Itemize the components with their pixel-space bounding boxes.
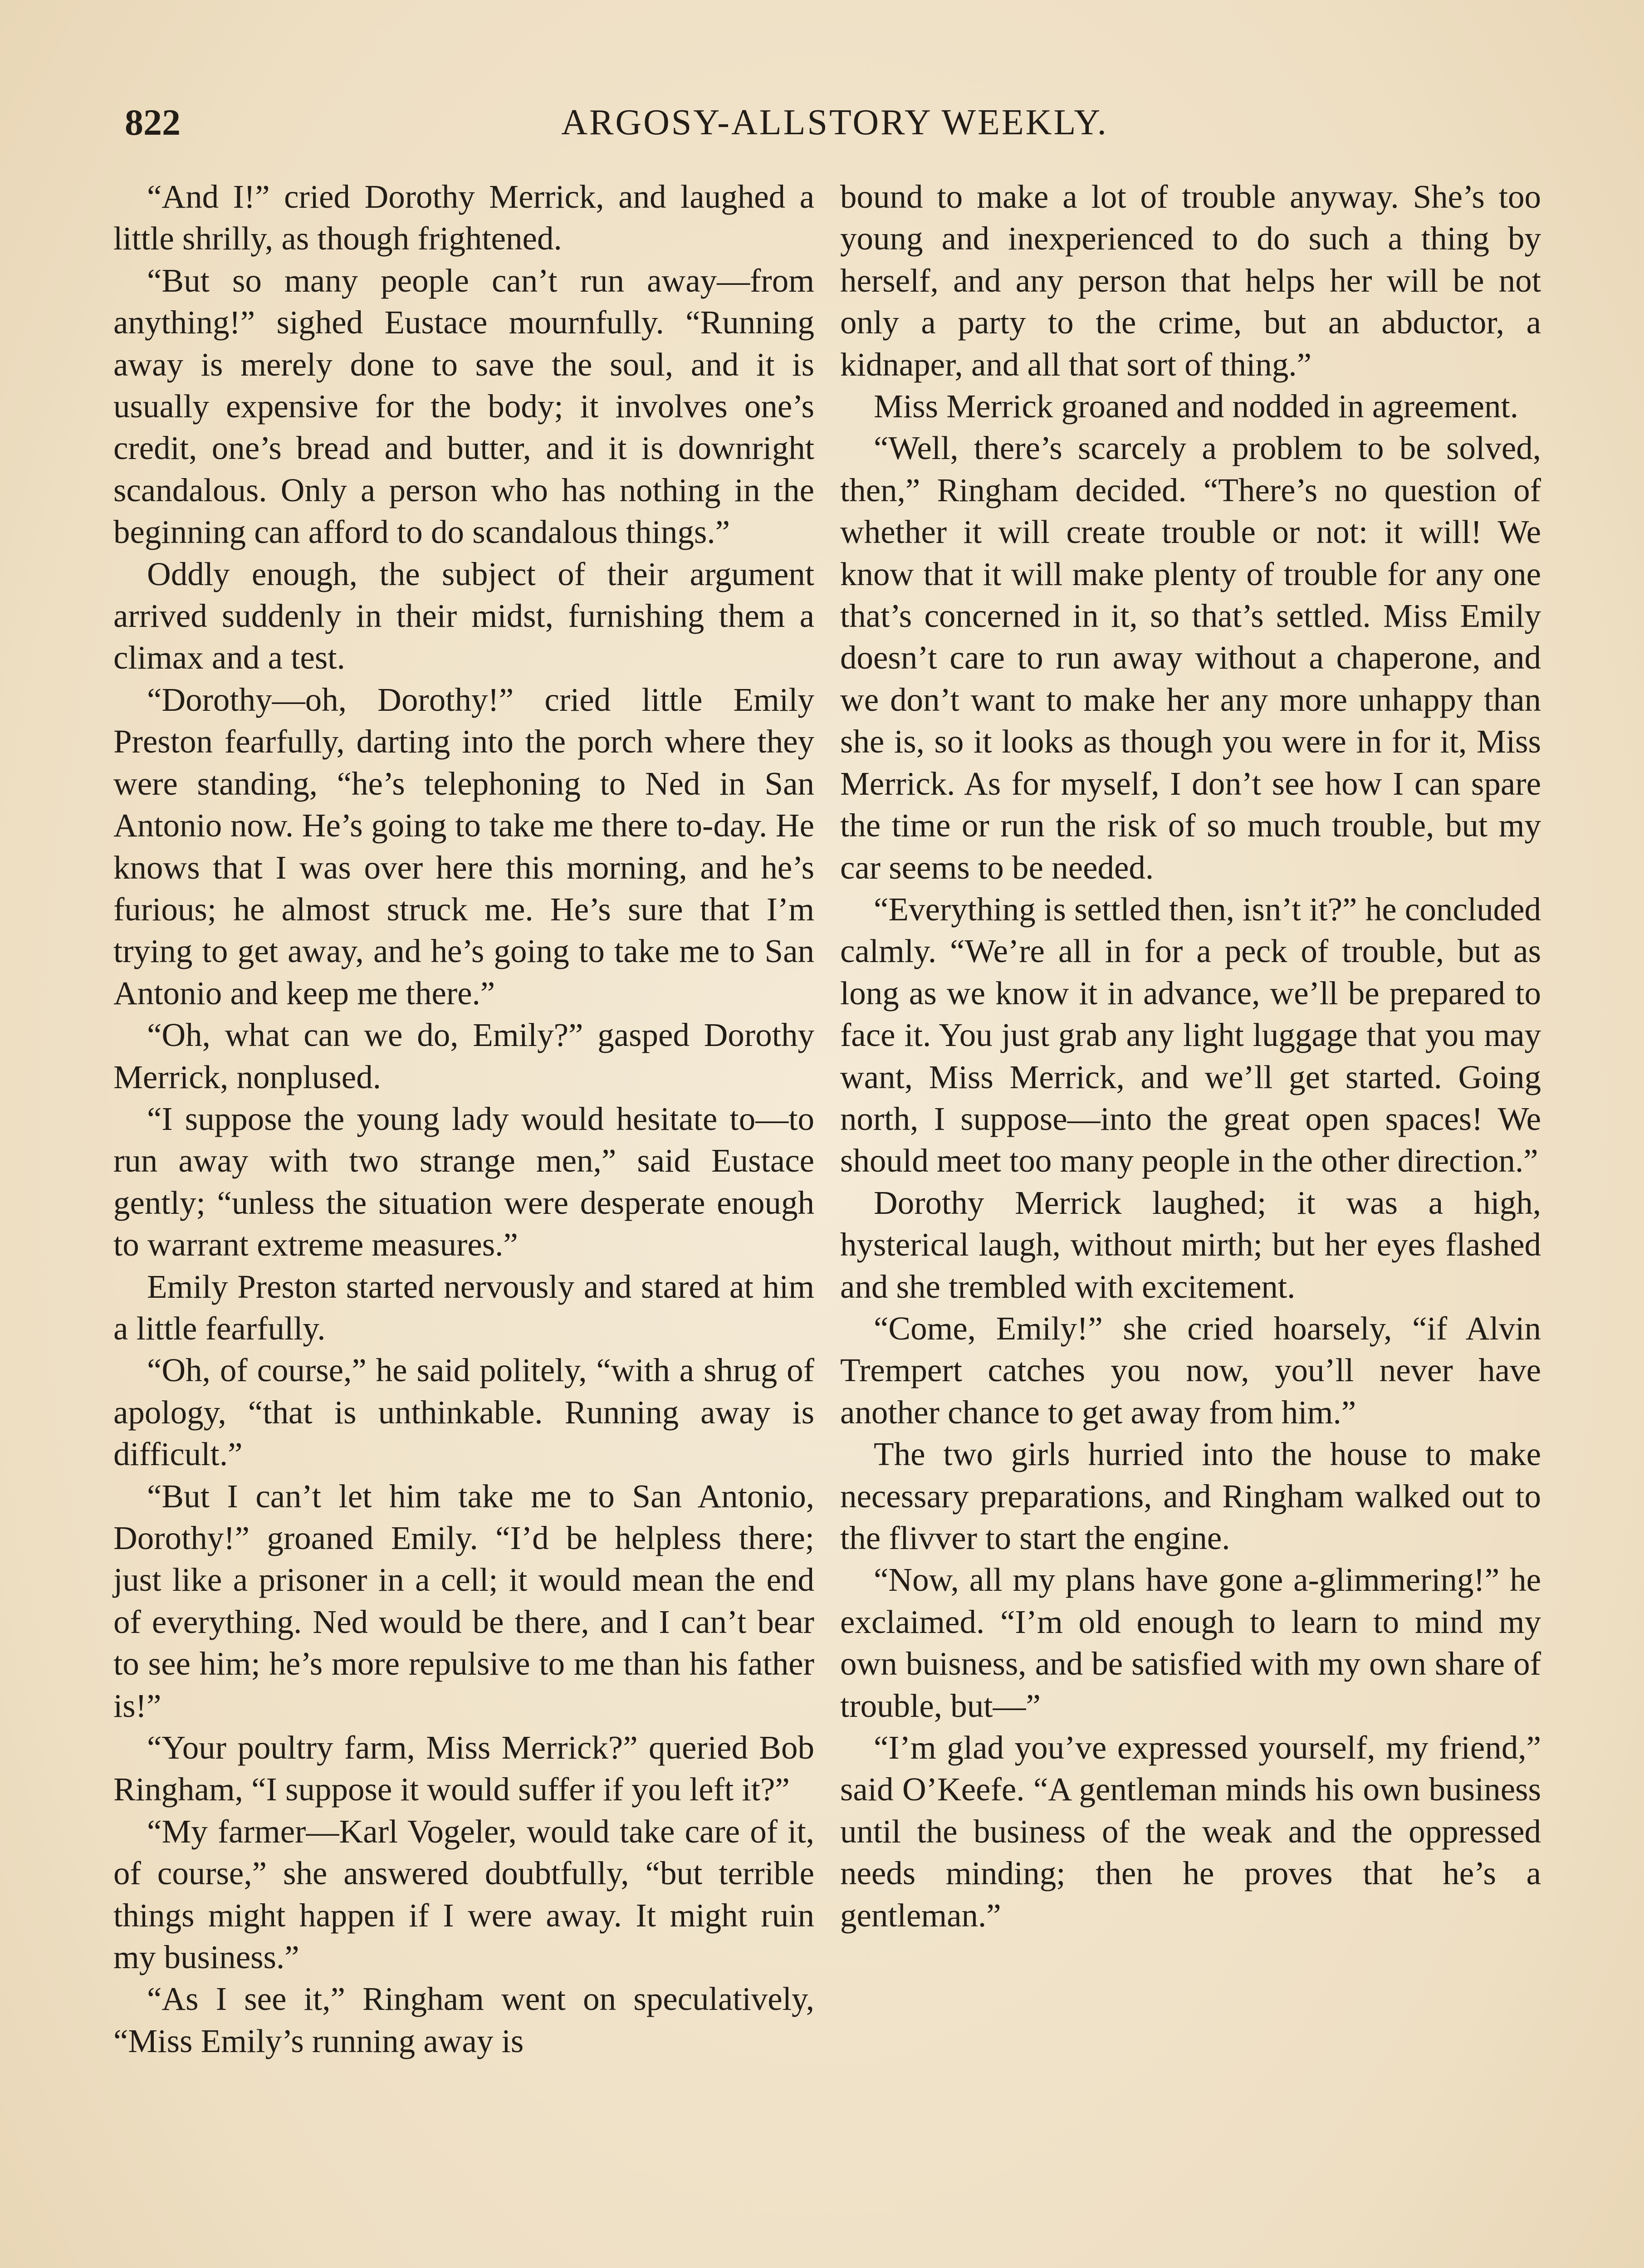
paragraph: “And I!” cried Dorothy Merrick, and laughed a little shrilly, as though frightened. xyxy=(113,178,814,257)
paragraph: “Oh, of course,” he said politely, “with a shrug of apology, “that is unthinkable. Running away is difficult.” xyxy=(113,1352,814,1473)
running-head: ARGOSY-ALLSTORY WEEKLY. xyxy=(561,103,1108,142)
page-header xyxy=(125,98,1545,147)
right-column xyxy=(840,176,1541,1936)
paragraph: “As I see it,” Ringham went on speculatively, “Miss Emily’s running away is xyxy=(113,1980,814,2059)
paragraph: bound to make a lot of trouble anyway. She’s too young and inexperienced to do such a thing by herself, and any person that helps her will be not only a party to the crime, but an abductor, a kidnaper, and all that sort of thing.” xyxy=(840,178,1541,383)
paragraph: “Your poultry farm, Miss Merrick?” queried Bob Ringham, “I suppose it would suffer if you left it?” xyxy=(113,1729,814,1808)
paragraph: Oddly enough, the subject of their argument arrived suddenly in their midst, furnishing them a climax and a test. xyxy=(113,555,814,676)
paragraph: Miss Merrick groaned and nodded in agreement. xyxy=(874,388,1519,425)
paragraph: “My farmer—Karl Vogeler, would take care of it, of course,” she answered doubtfully, “but terrible things might happen if I were away. It might ruin my business.” xyxy=(113,1813,814,1976)
paragraph: “Dorothy—oh, Dorothy!” cried little Emily Preston fearfully, darting into the porch where they were standing, “he’s telephoning to Ned in San Antonio now. He’s going to take me there to-day. He knows that I was over here this morning, and he’s furious; he almost struck me. He’s sure that I’m trying to get away, and he’s going to take me to San Antonio and keep me there.” xyxy=(113,681,814,1012)
paragraph: Dorothy Merrick laughed; it was a high, hysterical laugh, without mirth; but her eyes flashed and she trembled with excitement. xyxy=(840,1184,1541,1305)
paragraph: The two girls hurried into the house to make necessary preparations, and Ringham walked out to the flivver to start the engine. xyxy=(840,1436,1541,1556)
paragraph: Emily Preston started nervously and stared at him a little fearfully. xyxy=(113,1268,814,1347)
paragraph: “Now, all my plans have gone a-glimmering!” he exclaimed. “I’m old enough to learn to mind my own buisness, and be satisfied with my own share of trouble, but—” xyxy=(840,1561,1541,1724)
paragraph: “I suppose the young lady would hesitate to—to run away with two strange men,” said Eustace gently; “unless the situation were desperate enough to warrant extreme measures.” xyxy=(113,1100,814,1263)
paragraph: “Well, there’s scarcely a problem to be solved, then,” Ringham decided. “There’s no question of whether it will create trouble or not: it will! We know that it will make plenty of trouble for any one that’s concerned in it, so that’s settled. Miss Emily doesn’t care to run away without a chaperone, and we don’t want to make her any more unhappy than she is, so it looks as though you were in for it, Miss Merrick. As for myself, I don’t see how I can spare the time or run the risk of so much trouble, but my car seems to be needed. xyxy=(840,430,1541,886)
paragraph: “Everything is settled then, isn’t it?” he concluded calmly. “We’re all in for a peck of trouble, but as long as we know it in advance, we’ll be prepared to face it. You just grab any light luggage that you may want, Miss Merrick, and we’ll get started. Going north, I suppose—into the great open spaces! We should meet too many people in the other direction.” xyxy=(840,890,1541,1179)
left-column xyxy=(113,176,814,2062)
paragraph: “But I can’t let him take me to San Antonio, Dorothy!” groaned Emily. “I’d be helpless there; just like a prisoner in a cell; it would mean the end of everything. Ned would be there, and I can’t bear to see him; he’s more repulsive to me than his father is!” xyxy=(113,1477,814,1724)
paragraph: “Come, Emily!” she cried hoarsely, “if Alvin Trempert catches you now, you’ll never have another chance to get away from him.” xyxy=(840,1310,1541,1431)
paragraph: “I’m glad you’ve expressed yourself, my friend,” said O’Keefe. “A gentleman minds his own business until the business of the weak and the oppressed needs minding; then he proves that he’s a gentleman.” xyxy=(840,1729,1541,1934)
paragraph: “Oh, what can we do, Emily?” gasped Dorothy Merrick, nonplused. xyxy=(113,1017,814,1095)
page-number: 822 xyxy=(125,102,181,143)
paragraph: “But so many people can’t run away—from anything!” sighed Eustace mournfully. “Running away is merely done to save the soul, and it is usually expensive for the body; it involves one’s credit, one’s bread and butter, and it is downright scandalous. Only a person who has nothing in the beginning can afford to do scandalous things.” xyxy=(113,262,814,551)
